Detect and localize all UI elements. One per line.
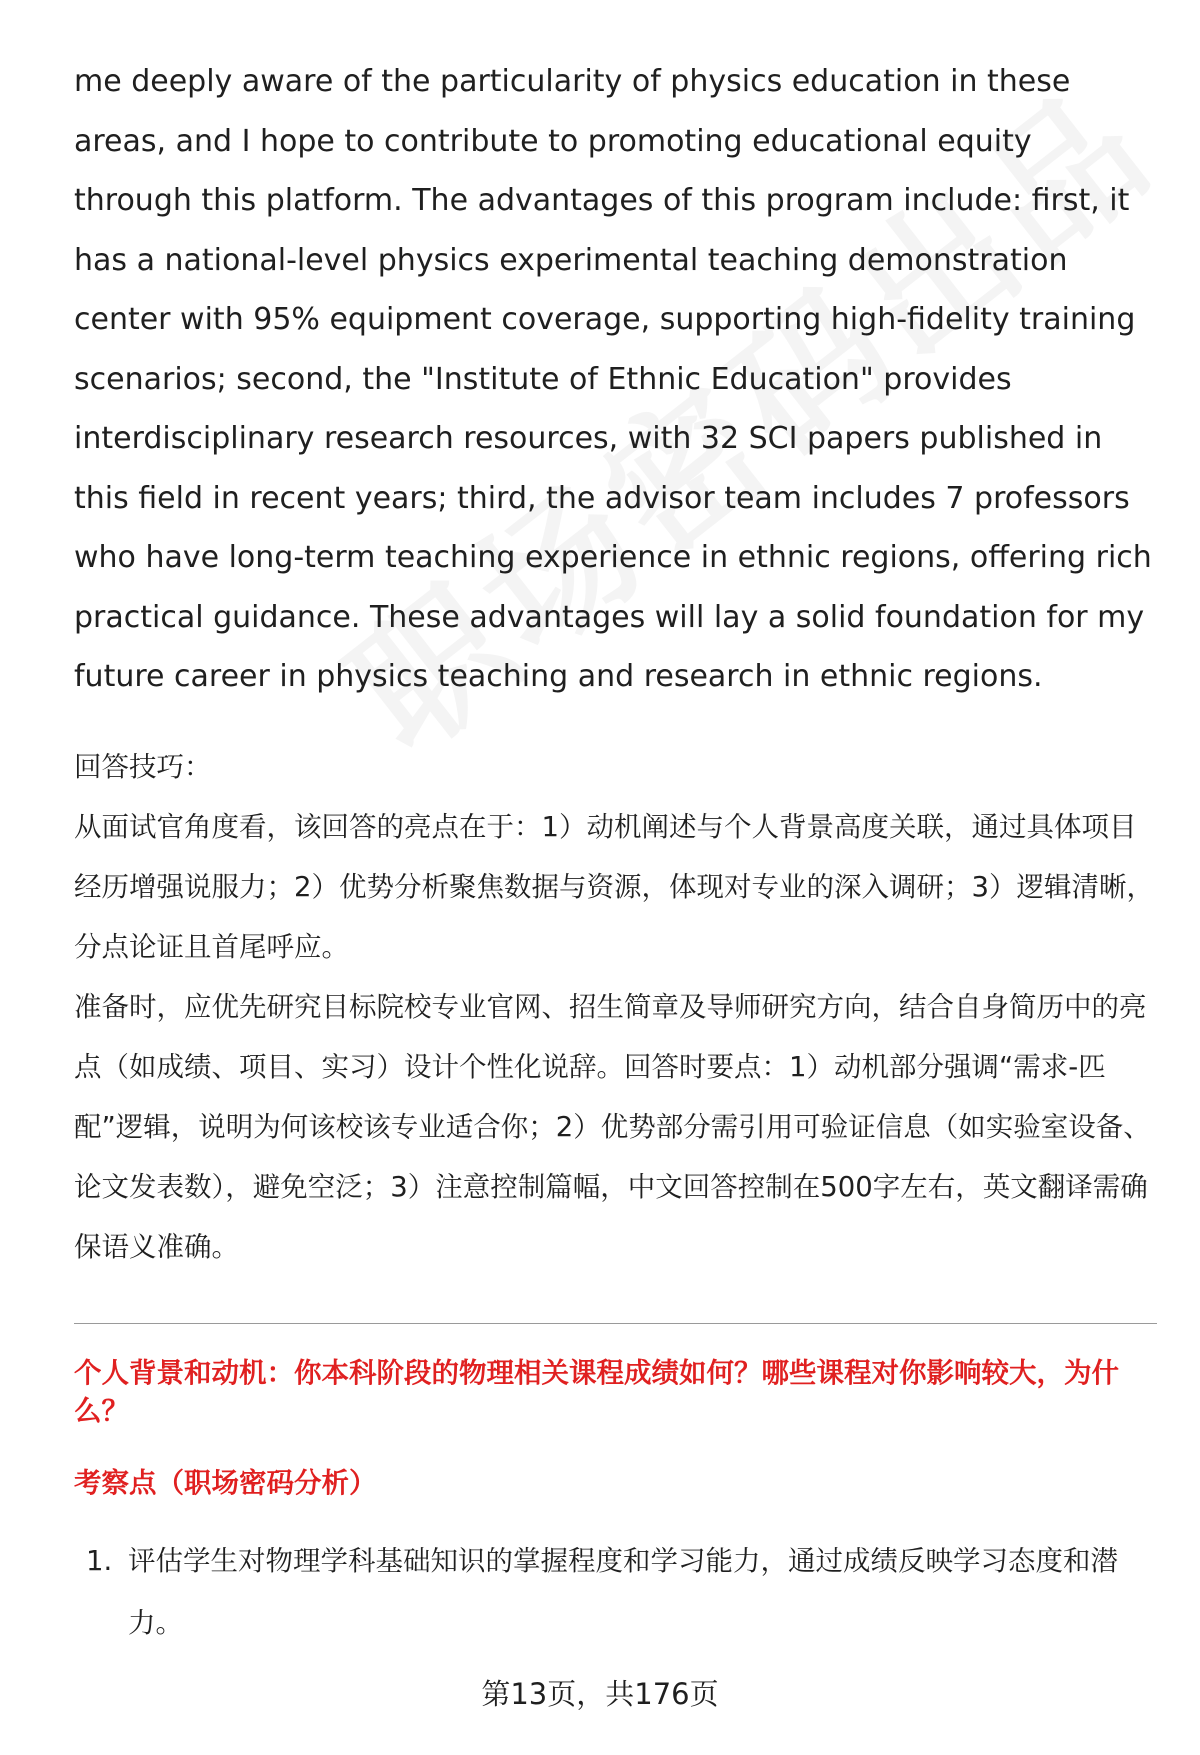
focus-points-heading: 考察点（职场密码分析） — [74, 1466, 377, 1499]
answer-tips-section — [74, 737, 1154, 1277]
list-number: 1. — [86, 1544, 113, 1577]
tips-title: 回答技巧： — [74, 750, 212, 783]
question-heading: 个人背景和动机：你本科阶段的物理相关课程成绩如何？哪些课程对你影响较大，为什么？ — [74, 1356, 1119, 1427]
section-divider — [74, 1323, 1157, 1324]
page-footer: 第13页，共176页 — [481, 1677, 719, 1711]
tips-paragraph-1: 从面试官角度看，该回答的亮点在于：1）动机阐述与个人背景高度关联，通过具体项目经历增强说服力；2）优势分析聚焦数据与资源，体现对专业的深入调研；3）逻辑清晰，分点论证且首尾呼应。 — [74, 810, 1154, 963]
list-item-text: 评估学生对物理学科基础知识的掌握程度和学习能力，通过成绩反映学习态度和潜力。 — [128, 1544, 1118, 1639]
page-content — [74, 52, 1154, 1654]
focus-list-item — [74, 1530, 1154, 1654]
english-answer-paragraph: me deeply aware of the particularity of physics education in these areas, and I hope to contribute to promoting educational equity through this platform. The advantages of this program include: first, it has a national-level physics experimental teaching demonstration center with 95% equipment coverage, supporting high-fidelity training scenarios; second, the "Institute of Ethnic Education" provides interdisciplinary research resources, with 32 SCI papers published in this field in recent years; third, the advisor team includes 7 professors who have long-term teaching experience in ethnic regions, offering rich practical guidance. These advantages will lay a solid foundation for my future career in physics teaching and research in ethnic regions. — [74, 64, 1152, 694]
tips-paragraph-2: 准备时，应优先研究目标院校专业官网、招生简章及导师研究方向，结合自身简历中的亮点（如成绩、项目、实习）设计个性化说辞。回答时要点：1）动机部分强调“需求-匹配”逻辑，说明为何该校该专业适合你；2）优势部分需引用可验证信息（如实验室设备、论文发表数），避免空泛；3）注意控制篇幅，中文回答控制在500字左右，英文翻译需确保语义准确。 — [74, 990, 1151, 1263]
